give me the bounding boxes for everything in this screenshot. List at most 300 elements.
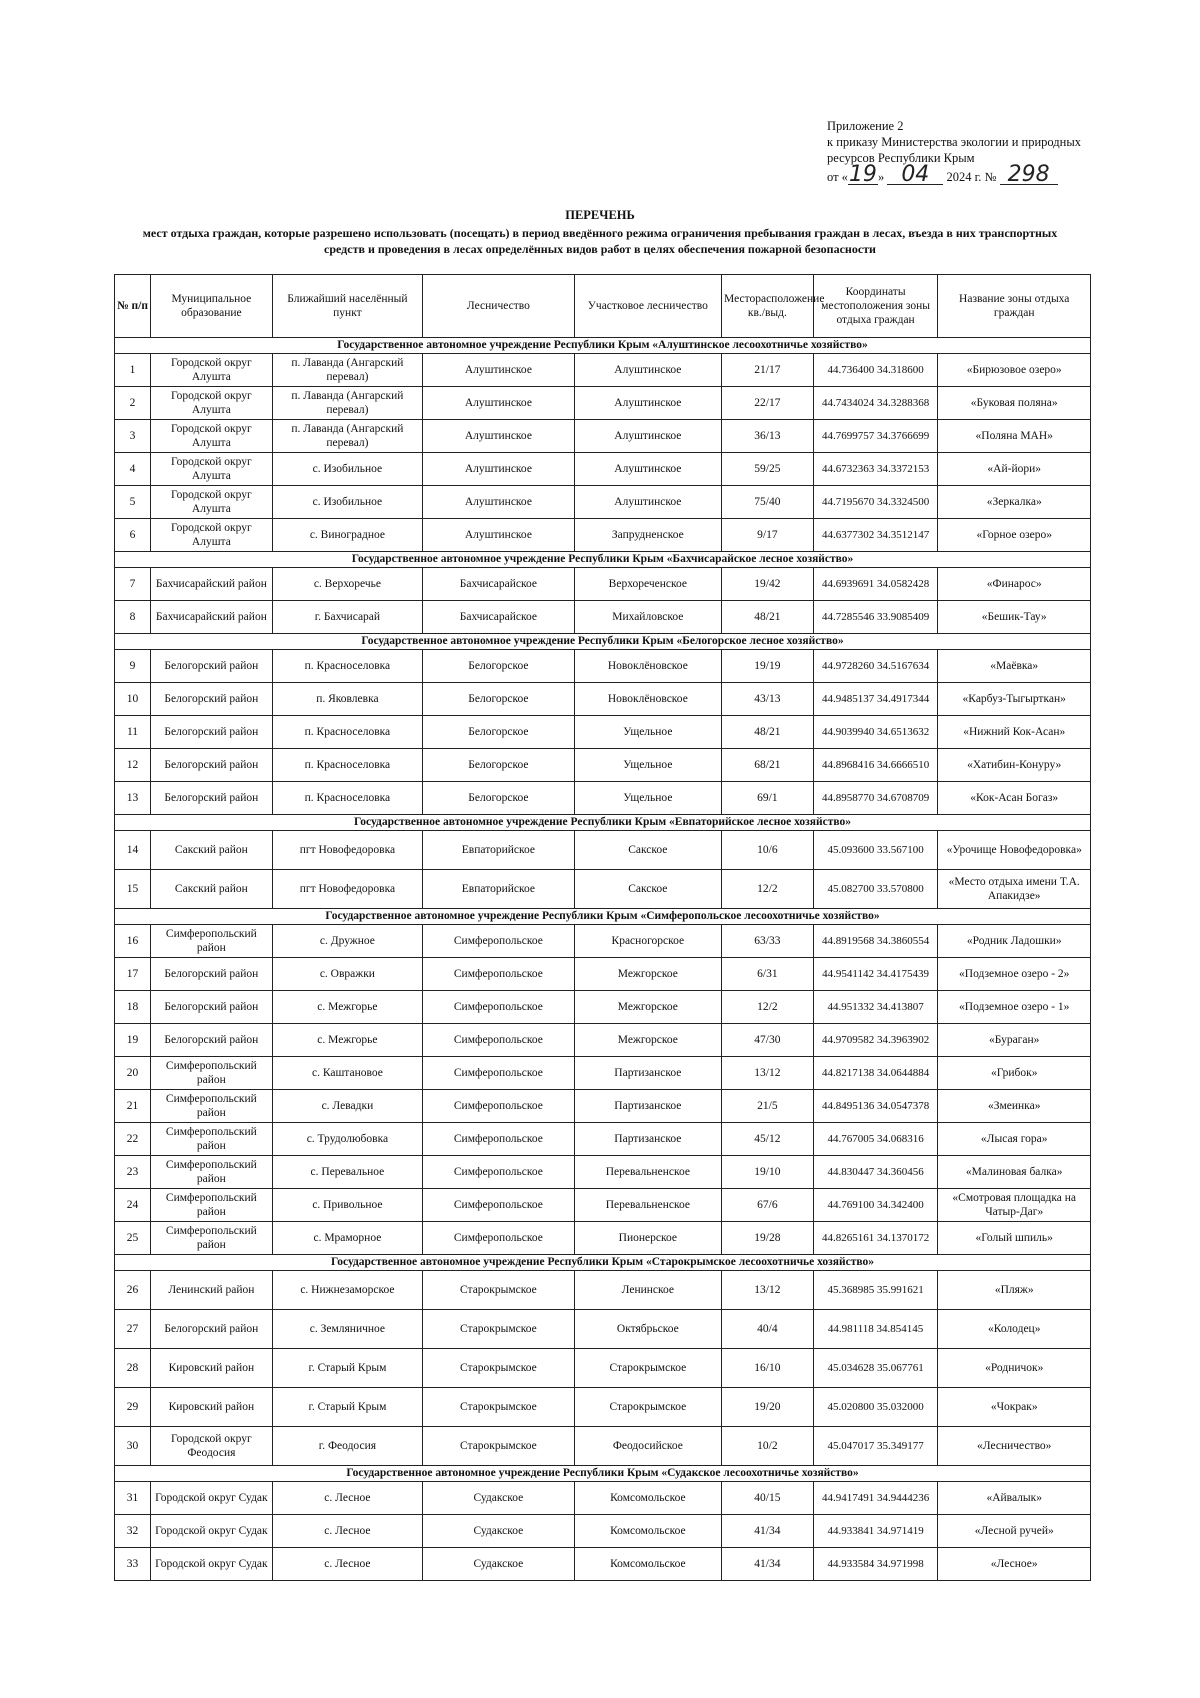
district-forestry-cell: Сакское bbox=[574, 831, 721, 870]
forestry-cell: Бахчисарайское bbox=[423, 601, 575, 634]
municipality-cell: Городской округ Судак bbox=[151, 1548, 273, 1581]
group-title: Государственное автономное учреждение Республики Крым «Белогорское лесное хозяйство» bbox=[115, 634, 1091, 650]
coordinates-cell: 44.9417491 34.9444236 bbox=[813, 1482, 938, 1515]
location-cell: 36/13 bbox=[722, 420, 814, 453]
table-row bbox=[115, 831, 1091, 870]
zone-name-cell: «Родничок» bbox=[938, 1349, 1091, 1388]
row-number: 17 bbox=[115, 958, 151, 991]
district-forestry-cell: Партизанское bbox=[574, 1090, 721, 1123]
zone-name-cell: «Горное озеро» bbox=[938, 519, 1091, 552]
coordinates-cell: 44.9541142 34.4175439 bbox=[813, 958, 938, 991]
forestry-cell: Алуштинское bbox=[423, 387, 575, 420]
coordinates-cell: 44.933584 34.971998 bbox=[813, 1548, 938, 1581]
location-cell: 68/21 bbox=[722, 749, 814, 782]
table-row bbox=[115, 1271, 1091, 1310]
row-number: 23 bbox=[115, 1156, 151, 1189]
forestry-cell: Симферопольское bbox=[423, 1024, 575, 1057]
coordinates-cell: 44.8217138 34.0644884 bbox=[813, 1057, 938, 1090]
forestry-cell: Алуштинское bbox=[423, 453, 575, 486]
district-forestry-cell: Ленинское bbox=[574, 1271, 721, 1310]
coordinates-cell: 44.6939691 34.0582428 bbox=[813, 568, 938, 601]
municipality-cell: Белогорский район bbox=[151, 958, 273, 991]
municipality-cell: Симферопольский район bbox=[151, 1189, 273, 1222]
location-cell: 10/6 bbox=[722, 831, 814, 870]
zone-name-cell: «Зеркалка» bbox=[938, 486, 1091, 519]
coordinates-cell: 44.8958770 34.6708709 bbox=[813, 782, 938, 815]
zone-name-cell: «Малиновая балка» bbox=[938, 1156, 1091, 1189]
zone-name-cell: «Колодец» bbox=[938, 1310, 1091, 1349]
district-forestry-cell: Комсомольское bbox=[574, 1482, 721, 1515]
table-row bbox=[115, 1427, 1091, 1466]
header-cell: № п/п bbox=[115, 275, 151, 338]
forestry-cell: Евпаторийское bbox=[423, 831, 575, 870]
location-cell: 48/21 bbox=[722, 716, 814, 749]
row-number: 19 bbox=[115, 1024, 151, 1057]
location-cell: 40/15 bbox=[722, 1482, 814, 1515]
zone-name-cell: «Хатибин-Конуру» bbox=[938, 749, 1091, 782]
table-row bbox=[115, 1123, 1091, 1156]
document-title: ПЕРЕЧЕНЬ bbox=[565, 208, 635, 222]
header-cell: Участковое лесничество bbox=[574, 275, 721, 338]
settlement-cell: г. Старый Крым bbox=[272, 1349, 422, 1388]
settlement-cell: с. Межгорье bbox=[272, 1024, 422, 1057]
district-forestry-cell: Новоклёновское bbox=[574, 650, 721, 683]
table-row bbox=[115, 958, 1091, 991]
location-cell: 12/2 bbox=[722, 870, 814, 909]
forestry-cell: Старокрымское bbox=[423, 1271, 575, 1310]
settlement-cell: п. Красноселовка bbox=[272, 650, 422, 683]
table-row bbox=[115, 486, 1091, 519]
table-row bbox=[115, 1189, 1091, 1222]
coordinates-cell: 44.9709582 34.3963902 bbox=[813, 1024, 938, 1057]
district-forestry-cell: Алуштинское bbox=[574, 387, 721, 420]
municipality-cell: Городской округ Феодосия bbox=[151, 1427, 273, 1466]
district-forestry-cell: Межгорское bbox=[574, 991, 721, 1024]
location-cell: 43/13 bbox=[722, 683, 814, 716]
location-cell: 63/33 bbox=[722, 925, 814, 958]
district-forestry-cell: Ущельное bbox=[574, 782, 721, 815]
forestry-cell: Бахчисарайское bbox=[423, 568, 575, 601]
settlement-cell: г. Старый Крым bbox=[272, 1388, 422, 1427]
location-cell: 41/34 bbox=[722, 1548, 814, 1581]
table-row bbox=[115, 387, 1091, 420]
header-cell: Ближайший населённый пункт bbox=[272, 275, 422, 338]
municipality-cell: Сакский район bbox=[151, 831, 273, 870]
group-header-row bbox=[115, 338, 1091, 354]
table-body bbox=[115, 338, 1091, 1581]
row-number: 20 bbox=[115, 1057, 151, 1090]
table-row bbox=[115, 420, 1091, 453]
coordinates-cell: 45.082700 33.570800 bbox=[813, 870, 938, 909]
municipality-cell: Симферопольский район bbox=[151, 1123, 273, 1156]
municipality-cell: Белогорский район bbox=[151, 1024, 273, 1057]
district-forestry-cell: Старокрымское bbox=[574, 1388, 721, 1427]
municipality-cell: Белогорский район bbox=[151, 1310, 273, 1349]
settlement-cell: п. Лаванда (Ангарский перевал) bbox=[272, 420, 422, 453]
location-cell: 16/10 bbox=[722, 1349, 814, 1388]
row-number: 24 bbox=[115, 1189, 151, 1222]
forestry-cell: Белогорское bbox=[423, 650, 575, 683]
municipality-cell: Симферопольский район bbox=[151, 1057, 273, 1090]
district-forestry-cell: Ущельное bbox=[574, 749, 721, 782]
settlement-cell: п. Красноселовка bbox=[272, 716, 422, 749]
coordinates-cell: 45.020800 35.032000 bbox=[813, 1388, 938, 1427]
forestry-cell: Алуштинское bbox=[423, 354, 575, 387]
forestry-cell: Алуштинское bbox=[423, 486, 575, 519]
location-cell: 40/4 bbox=[722, 1310, 814, 1349]
table-row bbox=[115, 354, 1091, 387]
table-row bbox=[115, 1310, 1091, 1349]
zone-name-cell: «Бирюзовое озеро» bbox=[938, 354, 1091, 387]
forestry-cell: Старокрымское bbox=[423, 1349, 575, 1388]
coordinates-cell: 44.7195670 34.3324500 bbox=[813, 486, 938, 519]
location-cell: 41/34 bbox=[722, 1515, 814, 1548]
settlement-cell: с. Изобильное bbox=[272, 453, 422, 486]
settlement-cell: г. Феодосия bbox=[272, 1427, 422, 1466]
appendix-title: Приложение 2 bbox=[827, 119, 904, 133]
location-cell: 48/21 bbox=[722, 601, 814, 634]
row-number: 9 bbox=[115, 650, 151, 683]
zone-name-cell: «Грибок» bbox=[938, 1057, 1091, 1090]
zone-name-cell: «Урочище Новофедоровка» bbox=[938, 831, 1091, 870]
header-cell: Название зоны отдыха граждан bbox=[938, 275, 1091, 338]
appendix-date-line bbox=[827, 162, 1081, 187]
forestry-cell: Судакское bbox=[423, 1548, 575, 1581]
row-number: 31 bbox=[115, 1482, 151, 1515]
zone-name-cell: «Родник Ладошки» bbox=[938, 925, 1091, 958]
table-row bbox=[115, 568, 1091, 601]
table-row bbox=[115, 1024, 1091, 1057]
zone-name-cell: «Кок-Асан Богаз» bbox=[938, 782, 1091, 815]
zone-name-cell: «Пляж» bbox=[938, 1271, 1091, 1310]
location-cell: 45/12 bbox=[722, 1123, 814, 1156]
zone-name-cell: «Ай-йори» bbox=[938, 453, 1091, 486]
zone-name-cell: «Лесной ручей» bbox=[938, 1515, 1091, 1548]
row-number: 1 bbox=[115, 354, 151, 387]
row-number: 10 bbox=[115, 683, 151, 716]
appendix-order-ref: к приказу Министерства экологии и природных bbox=[827, 135, 1082, 149]
district-forestry-cell: Алуштинское bbox=[574, 354, 721, 387]
municipality-cell: Городской округ Алушта bbox=[151, 420, 273, 453]
forestry-cell: Старокрымское bbox=[423, 1388, 575, 1427]
coordinates-cell: 45.368985 35.991621 bbox=[813, 1271, 938, 1310]
appendix-ministry: ресурсов Республики Крым bbox=[827, 151, 975, 165]
forestry-cell: Алуштинское bbox=[423, 519, 575, 552]
group-title: Государственное автономное учреждение Республики Крым «Симферопольское лесоохотничье хозяйство» bbox=[115, 909, 1091, 925]
forestry-cell: Алуштинское bbox=[423, 420, 575, 453]
municipality-cell: Кировский район bbox=[151, 1388, 273, 1427]
row-number: 8 bbox=[115, 601, 151, 634]
row-number: 11 bbox=[115, 716, 151, 749]
group-header-row bbox=[115, 1466, 1091, 1482]
header-cell: Лесничество bbox=[423, 275, 575, 338]
district-forestry-cell: Комсомольское bbox=[574, 1548, 721, 1581]
municipality-cell: Городской округ Судак bbox=[151, 1515, 273, 1548]
row-number: 4 bbox=[115, 453, 151, 486]
zone-name-cell: «Лесное» bbox=[938, 1548, 1091, 1581]
row-number: 28 bbox=[115, 1349, 151, 1388]
table-row bbox=[115, 1057, 1091, 1090]
zone-name-cell: «Лесничество» bbox=[938, 1427, 1091, 1466]
location-cell: 12/2 bbox=[722, 991, 814, 1024]
zone-name-cell: «Бураган» bbox=[938, 1024, 1091, 1057]
row-number: 26 bbox=[115, 1271, 151, 1310]
district-forestry-cell: Комсомольское bbox=[574, 1515, 721, 1548]
coordinates-cell: 44.9485137 34.4917344 bbox=[813, 683, 938, 716]
zone-name-cell: «Лысая гора» bbox=[938, 1123, 1091, 1156]
district-forestry-cell: Верхореченское bbox=[574, 568, 721, 601]
district-forestry-cell: Межгорское bbox=[574, 958, 721, 991]
settlement-cell: с. Трудолюбовка bbox=[272, 1123, 422, 1156]
table-row bbox=[115, 1349, 1091, 1388]
coordinates-cell: 44.7434024 34.3288368 bbox=[813, 387, 938, 420]
location-cell: 13/12 bbox=[722, 1271, 814, 1310]
date-mid: » bbox=[877, 170, 885, 184]
coordinates-cell: 44.830447 34.360456 bbox=[813, 1156, 938, 1189]
district-forestry-cell: Партизанское bbox=[574, 1123, 721, 1156]
location-cell: 47/30 bbox=[722, 1024, 814, 1057]
coordinates-cell: 44.951332 34.413807 bbox=[813, 991, 938, 1024]
header-cell: Координаты местоположения зоны отдыха граждан bbox=[813, 275, 938, 338]
coordinates-cell: 44.8919568 34.3860554 bbox=[813, 925, 938, 958]
municipality-cell: Бахчисарайский район bbox=[151, 568, 273, 601]
coordinates-cell: 44.769100 34.342400 bbox=[813, 1189, 938, 1222]
municipality-cell: Белогорский район bbox=[151, 716, 273, 749]
coordinates-cell: 45.093600 33.567100 bbox=[813, 831, 938, 870]
settlement-cell: с. Лесное bbox=[272, 1482, 422, 1515]
forestry-cell: Белогорское bbox=[423, 716, 575, 749]
coordinates-cell: 44.7699757 34.3766699 bbox=[813, 420, 938, 453]
row-number: 30 bbox=[115, 1427, 151, 1466]
row-number: 33 bbox=[115, 1548, 151, 1581]
row-number: 2 bbox=[115, 387, 151, 420]
district-forestry-cell: Красногорское bbox=[574, 925, 721, 958]
zone-name-cell: «Финарос» bbox=[938, 568, 1091, 601]
district-forestry-cell: Новоклёновское bbox=[574, 683, 721, 716]
settlement-cell: пгт Новофедоровка bbox=[272, 831, 422, 870]
row-number: 6 bbox=[115, 519, 151, 552]
municipality-cell: Симферопольский район bbox=[151, 1222, 273, 1255]
table-row bbox=[115, 1548, 1091, 1581]
table-row bbox=[115, 749, 1091, 782]
location-cell: 59/25 bbox=[722, 453, 814, 486]
municipality-cell: Городской округ Алушта bbox=[151, 354, 273, 387]
group-title: Государственное автономное учреждение Республики Крым «Старокрымское лесоохотничье хозяйство» bbox=[115, 1255, 1091, 1271]
settlement-cell: п. Красноселовка bbox=[272, 782, 422, 815]
row-number: 29 bbox=[115, 1388, 151, 1427]
forestry-cell: Белогорское bbox=[423, 782, 575, 815]
zone-name-cell: «Поляна МАН» bbox=[938, 420, 1091, 453]
date-prefix: от « bbox=[827, 170, 848, 184]
municipality-cell: Городской округ Судак bbox=[151, 1482, 273, 1515]
location-cell: 9/17 bbox=[722, 519, 814, 552]
row-number: 21 bbox=[115, 1090, 151, 1123]
district-forestry-cell: Старокрымское bbox=[574, 1349, 721, 1388]
settlement-cell: с. Межгорье bbox=[272, 991, 422, 1024]
municipality-cell: Симферопольский район bbox=[151, 925, 273, 958]
table-row bbox=[115, 650, 1091, 683]
settlement-cell: с. Лесное bbox=[272, 1515, 422, 1548]
settlement-cell: п. Лаванда (Ангарский перевал) bbox=[272, 354, 422, 387]
table-row bbox=[115, 1482, 1091, 1515]
group-header-row bbox=[115, 552, 1091, 568]
forestry-cell: Белогорское bbox=[423, 683, 575, 716]
appendix-block bbox=[827, 118, 1081, 185]
row-number: 32 bbox=[115, 1515, 151, 1548]
settlement-cell: с. Каштановое bbox=[272, 1057, 422, 1090]
row-number: 16 bbox=[115, 925, 151, 958]
row-number: 14 bbox=[115, 831, 151, 870]
location-cell: 69/1 bbox=[722, 782, 814, 815]
settlement-cell: с. Изобильное bbox=[272, 486, 422, 519]
coordinates-cell: 44.9039940 34.6513632 bbox=[813, 716, 938, 749]
coordinates-cell: 44.9728260 34.5167634 bbox=[813, 650, 938, 683]
table-row bbox=[115, 1388, 1091, 1427]
settlement-cell: с. Лесное bbox=[272, 1548, 422, 1581]
settlement-cell: с. Привольное bbox=[272, 1189, 422, 1222]
handwritten-month: 04 bbox=[887, 166, 943, 185]
settlement-cell: с. Овражки bbox=[272, 958, 422, 991]
settlement-cell: с. Верхоречье bbox=[272, 568, 422, 601]
settlement-cell: с. Перевальное bbox=[272, 1156, 422, 1189]
municipality-cell: Сакский район bbox=[151, 870, 273, 909]
table-row bbox=[115, 991, 1091, 1024]
handwritten-day: 19 bbox=[848, 162, 877, 187]
coordinates-cell: 44.8968416 34.6666510 bbox=[813, 749, 938, 782]
district-forestry-cell: Партизанское bbox=[574, 1057, 721, 1090]
row-number: 27 bbox=[115, 1310, 151, 1349]
settlement-cell: с. Виноградное bbox=[272, 519, 422, 552]
forestry-cell: Судакское bbox=[423, 1482, 575, 1515]
table-row bbox=[115, 1090, 1091, 1123]
municipality-cell: Городской округ Алушта bbox=[151, 519, 273, 552]
forestry-cell: Симферопольское bbox=[423, 1057, 575, 1090]
row-number: 13 bbox=[115, 782, 151, 815]
header-cell: Месторасположение кв./выд. bbox=[722, 275, 814, 338]
zone-name-cell: «Маёвка» bbox=[938, 650, 1091, 683]
district-forestry-cell: Алуштинское bbox=[574, 453, 721, 486]
location-cell: 13/12 bbox=[722, 1057, 814, 1090]
settlement-cell: пгт Новофедоровка bbox=[272, 870, 422, 909]
settlement-cell: п. Яковлевка bbox=[272, 683, 422, 716]
municipality-cell: Бахчисарайский район bbox=[151, 601, 273, 634]
municipality-cell: Симферопольский район bbox=[151, 1156, 273, 1189]
table-row bbox=[115, 683, 1091, 716]
zone-name-cell: «Айвалык» bbox=[938, 1482, 1091, 1515]
municipality-cell: Ленинский район bbox=[151, 1271, 273, 1310]
zone-name-cell: «Подземное озеро - 2» bbox=[938, 958, 1091, 991]
group-header-row bbox=[115, 815, 1091, 831]
district-forestry-cell: Запрудненское bbox=[574, 519, 721, 552]
district-forestry-cell: Перевальненское bbox=[574, 1189, 721, 1222]
group-title: Государственное автономное учреждение Республики Крым «Евпаторийское лесное хозяйство» bbox=[115, 815, 1091, 831]
table-row bbox=[115, 1222, 1091, 1255]
forestry-cell: Симферопольское bbox=[423, 1156, 575, 1189]
location-cell: 21/17 bbox=[722, 354, 814, 387]
settlement-cell: с. Земляничное bbox=[272, 1310, 422, 1349]
municipality-cell: Симферопольский район bbox=[151, 1090, 273, 1123]
location-cell: 19/20 bbox=[722, 1388, 814, 1427]
handwritten-order-number: 298 bbox=[1000, 166, 1058, 185]
table-row bbox=[115, 782, 1091, 815]
settlement-cell: п. Лаванда (Ангарский перевал) bbox=[272, 387, 422, 420]
coordinates-cell: 44.6377302 34.3512147 bbox=[813, 519, 938, 552]
district-forestry-cell: Алуштинское bbox=[574, 486, 721, 519]
coordinates-cell: 44.767005 34.068316 bbox=[813, 1123, 938, 1156]
forestry-cell: Судакское bbox=[423, 1515, 575, 1548]
district-forestry-cell: Пионерское bbox=[574, 1222, 721, 1255]
municipality-cell: Белогорский район bbox=[151, 683, 273, 716]
district-forestry-cell: Межгорское bbox=[574, 1024, 721, 1057]
municipality-cell: Белогорский район bbox=[151, 991, 273, 1024]
forestry-cell: Симферопольское bbox=[423, 925, 575, 958]
date-year: 2024 г. № bbox=[946, 170, 997, 184]
municipality-cell: Кировский район bbox=[151, 1349, 273, 1388]
settlement-cell: с. Нижнезаморское bbox=[272, 1271, 422, 1310]
coordinates-cell: 44.8495136 34.0547378 bbox=[813, 1090, 938, 1123]
district-forestry-cell: Октябрьское bbox=[574, 1310, 721, 1349]
coordinates-cell: 44.736400 34.318600 bbox=[813, 354, 938, 387]
recreation-zones-table bbox=[114, 274, 1091, 1581]
document-subtitle: мест отдыха граждан, которые разрешено использовать (посещать) в период введённого режима ограничения пребывания граждан в лесах, въезда в них транспортных средств и проведения в лесах определённых видов работ в целях обеспечения пожарной безопасности bbox=[142, 226, 1058, 256]
location-cell: 75/40 bbox=[722, 486, 814, 519]
zone-name-cell: «Бешик-Тау» bbox=[938, 601, 1091, 634]
coordinates-cell: 45.047017 35.349177 bbox=[813, 1427, 938, 1466]
municipality-cell: Белогорский район bbox=[151, 782, 273, 815]
table-row bbox=[115, 716, 1091, 749]
table-row bbox=[115, 601, 1091, 634]
settlement-cell: с. Дружное bbox=[272, 925, 422, 958]
forestry-cell: Белогорское bbox=[423, 749, 575, 782]
coordinates-cell: 44.8265161 34.1370172 bbox=[813, 1222, 938, 1255]
district-forestry-cell: Алуштинское bbox=[574, 420, 721, 453]
settlement-cell: п. Красноселовка bbox=[272, 749, 422, 782]
table-row bbox=[115, 925, 1091, 958]
location-cell: 22/17 bbox=[722, 387, 814, 420]
table-header-row bbox=[115, 275, 1091, 338]
district-forestry-cell: Михайловское bbox=[574, 601, 721, 634]
row-number: 25 bbox=[115, 1222, 151, 1255]
zone-name-cell: «Смотровая площадка на Чатыр-Даг» bbox=[938, 1189, 1091, 1222]
municipality-cell: Городской округ Алушта bbox=[151, 387, 273, 420]
group-title: Государственное автономное учреждение Республики Крым «Судакское лесоохотничье хозяйство» bbox=[115, 1466, 1091, 1482]
coordinates-cell: 44.981118 34.854145 bbox=[813, 1310, 938, 1349]
district-forestry-cell: Феодосийское bbox=[574, 1427, 721, 1466]
location-cell: 19/10 bbox=[722, 1156, 814, 1189]
group-title: Государственное автономное учреждение Республики Крым «Алуштинское лесоохотничье хозяйство» bbox=[115, 338, 1091, 354]
zone-name-cell: «Змеинка» bbox=[938, 1090, 1091, 1123]
forestry-cell: Симферопольское bbox=[423, 1090, 575, 1123]
settlement-cell: г. Бахчисарай bbox=[272, 601, 422, 634]
group-title: Государственное автономное учреждение Республики Крым «Бахчисарайское лесное хозяйство» bbox=[115, 552, 1091, 568]
header-cell: Муниципальное образование bbox=[151, 275, 273, 338]
district-forestry-cell: Сакское bbox=[574, 870, 721, 909]
zone-name-cell: «Подземное озеро - 1» bbox=[938, 991, 1091, 1024]
municipality-cell: Белогорский район bbox=[151, 749, 273, 782]
row-number: 22 bbox=[115, 1123, 151, 1156]
zone-name-cell: «Место отдыха имени Т.А. Апакидзе» bbox=[938, 870, 1091, 909]
municipality-cell: Белогорский район bbox=[151, 650, 273, 683]
forestry-cell: Симферопольское bbox=[423, 958, 575, 991]
table-row bbox=[115, 1515, 1091, 1548]
location-cell: 19/28 bbox=[722, 1222, 814, 1255]
zone-name-cell: «Чокрак» bbox=[938, 1388, 1091, 1427]
group-header-row bbox=[115, 1255, 1091, 1271]
zone-name-cell: «Карбуз-Тыгырткан» bbox=[938, 683, 1091, 716]
row-number: 18 bbox=[115, 991, 151, 1024]
row-number: 15 bbox=[115, 870, 151, 909]
forestry-cell: Симферопольское bbox=[423, 1123, 575, 1156]
